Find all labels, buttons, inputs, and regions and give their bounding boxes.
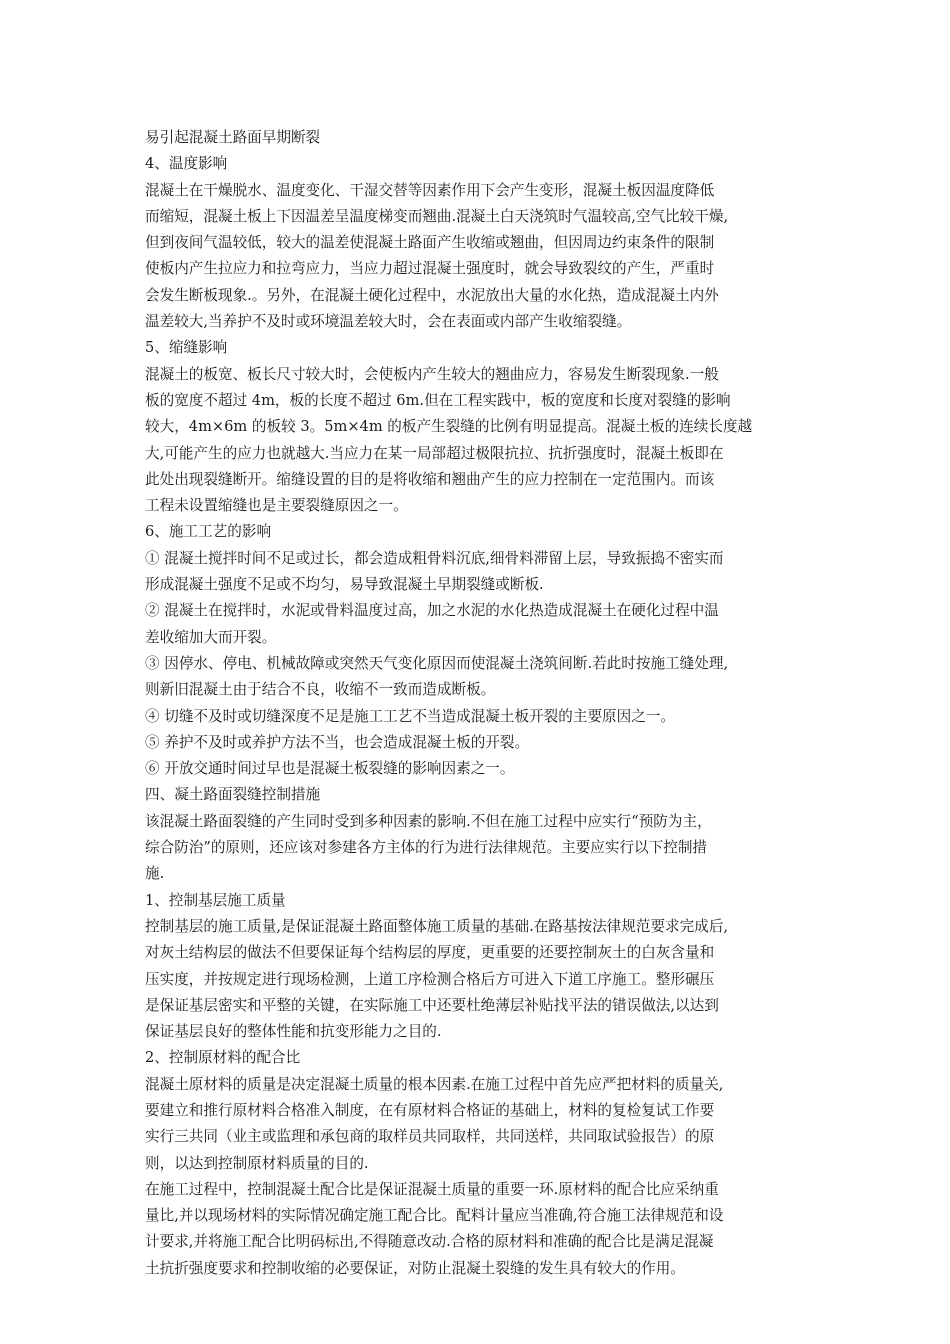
text-line: 形成混凝土强度不足或不均匀，易导致混凝土早期裂缝或断板. [145, 576, 544, 594]
text-line: 量比,并以现场材料的实际情况确定施工配合比。配料计量应当准确,符合施工法律规范和设 [145, 1207, 724, 1225]
section-heading: 6、施工工艺的影响 [145, 523, 272, 541]
list-item: ② 混凝土在搅拌时，水泥或骨料温度过高，加之水泥的水化热造成混凝土在硬化过程中温 [145, 602, 719, 620]
text-line: 混凝土的板宽、板长尺寸较大时，会使板内产生较大的翘曲应力，容易发生断裂现象.一般 [145, 365, 719, 383]
text-line: 板的宽度不超过 4m，板的长度不超过 6m.但在工程实践中，板的宽度和长度对裂缝的影响 [145, 391, 731, 409]
text-line: 施. [145, 865, 165, 883]
text-line: 大,可能产生的应力也就越大.当应力在某一局部超过极限抗拉、抗折强度时，混凝土板即在 [145, 444, 724, 462]
text-line: 则，以达到控制原材料质量的目的. [145, 1154, 369, 1172]
text-line: 该混凝土路面裂缝的产生同时受到多种因素的影响.不但在施工过程中应实行“预防为主， [145, 812, 712, 830]
text-line: 是保证基层密实和平整的关键，在实际施工中还要杜绝薄层补贴找平法的错误做法,以达到 [145, 996, 719, 1014]
section-heading: 2、控制原材料的配合比 [145, 1049, 301, 1067]
text-line: 差收缩加大而开裂。 [145, 628, 277, 646]
text-line: 温差较大,当养护不及时或环境温差较大时，会在表面或内部产生收缩裂缝。 [145, 313, 632, 331]
text-line: 而缩短，混凝土板上下因温差呈温度梯变而翘曲.混凝土白天浇筑时气温较高,空气比较干燥, [145, 207, 729, 225]
text-line: 对灰土结构层的做法不但要保证每个结构层的厚度，更重要的还要控制灰土的白灰含量和 [145, 944, 715, 962]
list-item: ⑤ 养护不及时或养护方法不当，也会造成混凝土板的开裂。 [145, 733, 530, 751]
text-line: 混凝土原材料的质量是决定混凝土质量的根本因素.在施工过程中首先应严把材料的质量关, [145, 1075, 724, 1093]
text-line: 要建立和推行原材料合格准入制度，在有原材料合格证的基础上，材料的复检复试工作要 [145, 1101, 715, 1119]
list-item: ① 混凝土搅拌时间不足或过长，都会造成粗骨料沉底,细骨料滞留上层，导致振捣不密实而 [145, 549, 724, 567]
section-heading: 四、凝土路面裂缝控制措施 [145, 786, 321, 804]
text-line: 混凝土在干燥脱水、温度变化、干湿交替等因素作用下会产生变形，混凝土板因温度降低 [145, 181, 715, 199]
list-item: ⑥ 开放交通时间过早也是混凝土板裂缝的影响因素之一。 [145, 760, 515, 778]
list-item: ③ 因停水、停电、机械故障或突然天气变化原因而使混凝土浇筑间断.若此时按施工缝处理, [145, 654, 729, 672]
section-heading: 5、缩缝影响 [145, 339, 228, 357]
text-line: 压实度，并按规定进行现场检测，上道工序检测合格后方可进入下道工序施工。整形碾压 [145, 970, 715, 988]
text-line: 易引起混凝土路面早期断裂 [145, 129, 321, 146]
text-line: 较大，4m×6m 的板较 3。5m×4m 的板产生裂缝的比例有明显提高。混凝土板的连续长度越 [145, 418, 753, 436]
text-line: 实行三共同（业主或监理和承包商的取样员共同取样，共同送样，共同取试验报告）的原 [145, 1128, 715, 1146]
text-line: 控制基层的施工质量,是保证混凝土路面整体施工质量的基础.在路基按法律规范要求完成后, [145, 917, 729, 935]
text-line: 但到夜间气温较低，较大的温差使混凝土路面产生收缩或翘曲，但因周边约束条件的限制 [145, 234, 715, 252]
text-line: 土抗折强度要求和控制收缩的必要保证，对防止混凝土裂缝的发生具有较大的作用。 [145, 1259, 685, 1277]
list-item: ④ 切缝不及时或切缝深度不足是施工工艺不当造成混凝土板开裂的主要原因之一。 [145, 707, 676, 725]
text-line: 工程未设置缩缝也是主要裂缝原因之一。 [145, 497, 408, 515]
text-line: 则新旧混凝土由于结合不良，收缩不一致而造成断板。 [145, 681, 496, 699]
document-body [145, 125, 815, 1282]
text-line: 使板内产生拉应力和拉弯应力，当应力超过混凝土强度时，就会导致裂纹的产生，严重时 [145, 260, 715, 278]
text-line: 计要求,并将施工配合比明码标出,不得随意改动.合格的原材料和准确的配合比是满足混凝 [145, 1233, 714, 1251]
text-line: 保证基层良好的整体性能和抗变形能力之目的. [145, 1023, 442, 1041]
section-heading: 4、温度影响 [145, 155, 228, 173]
section-heading: 1、控制基层施工质量 [145, 891, 286, 909]
text-line: 此处出现裂缝断开。缩缝设置的目的是将收缩和翘曲产生的应力控制在一定范围内。而该 [145, 470, 715, 488]
text-line: 会发生断板现象.。另外，在混凝土硬化过程中，水泥放出大量的水化热，造成混凝土内外 [145, 286, 719, 304]
text-line: 在施工过程中，控制混凝土配合比是保证混凝土质量的重要一环.原材料的配合比应采纳重 [145, 1180, 719, 1198]
text-line: 综合防治”的原则，还应该对参建各方主体的行为进行法律规范。主要应实行以下控制措 [145, 839, 708, 857]
